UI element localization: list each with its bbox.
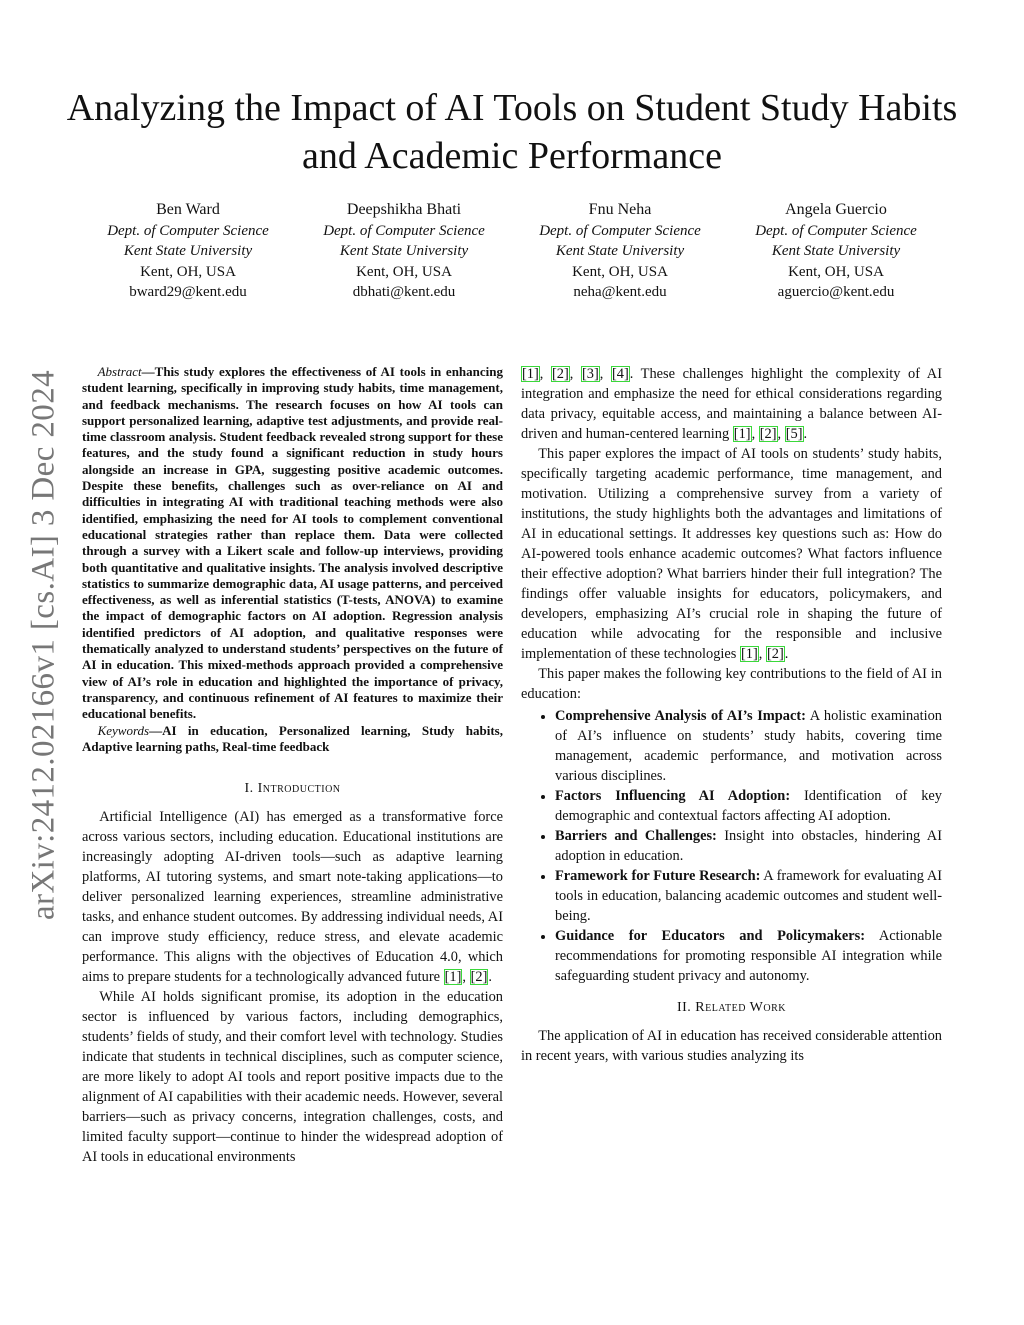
intro-paragraph-2-continued	[521, 364, 942, 444]
section-heading-related-work: II. Related Work	[676, 1000, 786, 1015]
author-dept: Dept. of Computer Science	[539, 222, 701, 239]
paragraph-text: This paper explores the impact of AI tools on students’ study habits, specifically targeting academic performance, time management, and motivation. Utilizing a comprehensive survey from a variety of institutions, the study highlights both the advantages and limitations of AI in educational settings. It addresses key questions such as: How do AI-powered tools enhance academic outcomes? What factors influence their effective adoption? What barriers hinder their full integration? The findings offer valuable insights for educators, policymakers, and developers, emphasizing AI’s crucial role in shaping the future of education while advocating for the responsible and inclusive implementation of these technologies	[521, 446, 942, 662]
intro-paragraph-2	[82, 987, 503, 1167]
list-item-head: Framework for Future Research:	[555, 868, 761, 884]
punct: ,	[539, 366, 551, 382]
abstract-label: Abstract	[97, 364, 142, 379]
list-item	[555, 786, 942, 826]
paragraph-text: While AI holds significant promise, its adoption in the education sector is influenced by various factors, including demographics, students’ fields of study, and their comfort level with technology. Studies indicate that students in technical disciplines, such as computer science, are more likely to adopt AI tools and report positive impacts due to the alignment of AI capabilities with their academic needs. However, several barriers—such as privacy concerns, integration challenges, costs, and limited faculty support—continue to hinder the widespread adoption of AI tools in educational environments	[82, 989, 503, 1166]
list-item	[555, 826, 942, 866]
author-dept: Dept. of Computer Science	[755, 222, 917, 239]
citation-link[interactable]: [2]	[470, 969, 488, 986]
punct: ,	[777, 426, 785, 442]
list-item-text: A holistic examination of AI’s influence on students’ study habits, covering time management, academic performance, and motivation across various disciplines.	[555, 708, 942, 784]
citation-link[interactable]: [1]	[444, 969, 462, 986]
author-email: dbhati@kent.edu	[352, 284, 456, 301]
list-item-head: Comprehensive Analysis of AI’s Impact:	[555, 708, 806, 724]
paragraph-text: Artificial Intelligence (AI) has emerged as a transformative force across various sectors, including education. Educational institutions are increasingly adopting AI-driven tools—such as adaptive learning platforms, AI tutoring systems, and smart note-taking applications—to deliver personalized learning experiences, streamline administrative tasks, and enhance student outcomes. By addressing individual needs, AI can improve study efficiency, reduce stress, and elevate academic performance. This aligns with the objectives of Education 4.0, which aims to prepare students for a technologically advanced future	[82, 809, 503, 986]
list-item-text: A framework for evaluating AI tools in education, balancing academic outcomes and student well-being.	[555, 868, 942, 924]
author-3	[520, 200, 720, 303]
keywords	[82, 723, 503, 756]
list-item	[555, 866, 942, 926]
punct: ,	[751, 426, 759, 442]
author-name: Ben Ward	[156, 201, 220, 218]
abstract-text: —This study explores the effectiveness of AI tools in enhancing student learning, specifically in improving study habits, time management, and feedback mechanisms. The research focuses on how AI tools can support personalized learning, adaptive test adjustments, and provide real-time classroom analysis. Student feedback revealed strong support for these features, and the study found a significant reduction in study hours alongside an increase in GPA, suggesting positive academic outcomes. Despite these benefits, challenges such as over-reliance on AI and difficulties in integrating AI with traditional teaching methods were also identified, emphasizing the need for AI tools to complement conventional educational strategies rather than replace them. Data were collected through a survey with a Likert scale and follow-up interviews, providing both quantitative and qualitative insights. The analysis involved descriptive statistics to summarize demographic data, AI usage patterns, and perceived effectiveness, as well as inferential statistics (T-tests, ANOVA) to examine the impact of demographic factors on AI adoption. Regression analysis identified predictors of AI adoption, and qualitative responses were thematically analyzed to understand students’ perspectives on the future of AI in education. This mixed-methods approach provided a comprehensive view of AI’s role in education and highlighted the importance of privacy, transparency, and continuous refinement of AI features to maximize their educational benefits.	[82, 364, 503, 722]
citation-link[interactable]: [1]	[741, 646, 758, 662]
section-heading-introduction: I. Introduction	[244, 781, 341, 797]
author-location: Kent, OH, USA	[788, 263, 884, 280]
intro-paragraph-1	[82, 807, 503, 987]
citation-link[interactable]: [2]	[551, 366, 569, 382]
author-location: Kent, OH, USA	[140, 263, 236, 280]
punct: ,	[758, 646, 766, 662]
paper-title: Analyzing the Impact of AI Tools on Student Study Habits and Academic Performance	[66, 87, 958, 177]
author-name: Angela Guercio	[785, 201, 887, 218]
author-location: Kent, OH, USA	[356, 263, 452, 280]
arxiv-watermark: arXiv:2412.02166v1 [cs.AI] 3 Dec 2024	[25, 369, 62, 921]
list-item-head: Factors Influencing AI Adoption:	[555, 788, 791, 804]
citation-link[interactable]: [3]	[581, 366, 599, 382]
list-item	[555, 706, 942, 786]
author-univ: Kent State University	[339, 243, 469, 260]
keywords-text: —AI in education, Personalized learning, Study habits, Adaptive learning paths, Real-time feedback	[82, 722, 503, 754]
intro-paragraph-3	[521, 444, 942, 664]
contributions-list	[521, 706, 942, 986]
author-name: Deepshikha Bhati	[346, 201, 462, 218]
punct: ,	[599, 366, 611, 382]
paragraph-text: . These challenges highlight the complexity of AI integration and emphasize the need for ethical considerations regarding data privacy, equitable access, and maintaining a balance between AI-driven and human-centered learning	[521, 366, 942, 442]
citation-link[interactable]: [1]	[733, 426, 751, 442]
author-name: Fnu Neha	[588, 201, 652, 218]
right-column	[521, 364, 942, 1066]
citation-link[interactable]: [1]	[522, 366, 539, 382]
author-univ: Kent State University	[123, 243, 253, 260]
related-paragraph-1: The application of AI in education has received considerable attention in recent years, with various studies analyzing its	[521, 1028, 942, 1064]
punct: .	[488, 969, 493, 986]
author-2	[304, 200, 504, 303]
author-univ: Kent State University	[771, 243, 901, 260]
author-1	[88, 200, 288, 303]
author-block	[88, 200, 936, 303]
citation-link[interactable]: [4]	[611, 366, 629, 382]
author-dept: Dept. of Computer Science	[323, 222, 485, 239]
punct: .	[784, 646, 789, 662]
list-item	[555, 926, 942, 986]
citation-link[interactable]: [2]	[767, 646, 784, 662]
author-4	[736, 200, 936, 303]
author-univ: Kent State University	[555, 243, 685, 260]
author-email: bward29@kent.edu	[129, 284, 247, 301]
punct: ,	[569, 366, 581, 382]
abstract	[82, 364, 503, 723]
list-item-head: Barriers and Challenges:	[555, 828, 717, 844]
list-item-text: Insight into obstacles, hindering AI adoption in education.	[555, 828, 942, 864]
punct: .	[803, 426, 808, 442]
author-dept: Dept. of Computer Science	[107, 222, 269, 239]
citation-link[interactable]: [2]	[759, 426, 777, 442]
author-email: neha@kent.edu	[573, 284, 667, 301]
left-column	[82, 364, 503, 1167]
author-location: Kent, OH, USA	[572, 263, 668, 280]
citation-link[interactable]: [5]	[785, 426, 803, 442]
punct: ,	[462, 969, 470, 986]
intro-paragraph-4: This paper makes the following key contributions to the field of AI in education:	[521, 666, 942, 702]
list-item-text: Actionable recommendations for promoting responsible AI integration while safeguarding student privacy and autonomy.	[555, 928, 942, 984]
keywords-label: Keywords	[97, 722, 150, 738]
author-email: aguercio@kent.edu	[777, 284, 895, 301]
list-item-head: Guidance for Educators and Policymakers:	[555, 928, 866, 944]
list-item-text: Identification of key demographic and contextual factors affecting AI adoption.	[555, 788, 942, 824]
